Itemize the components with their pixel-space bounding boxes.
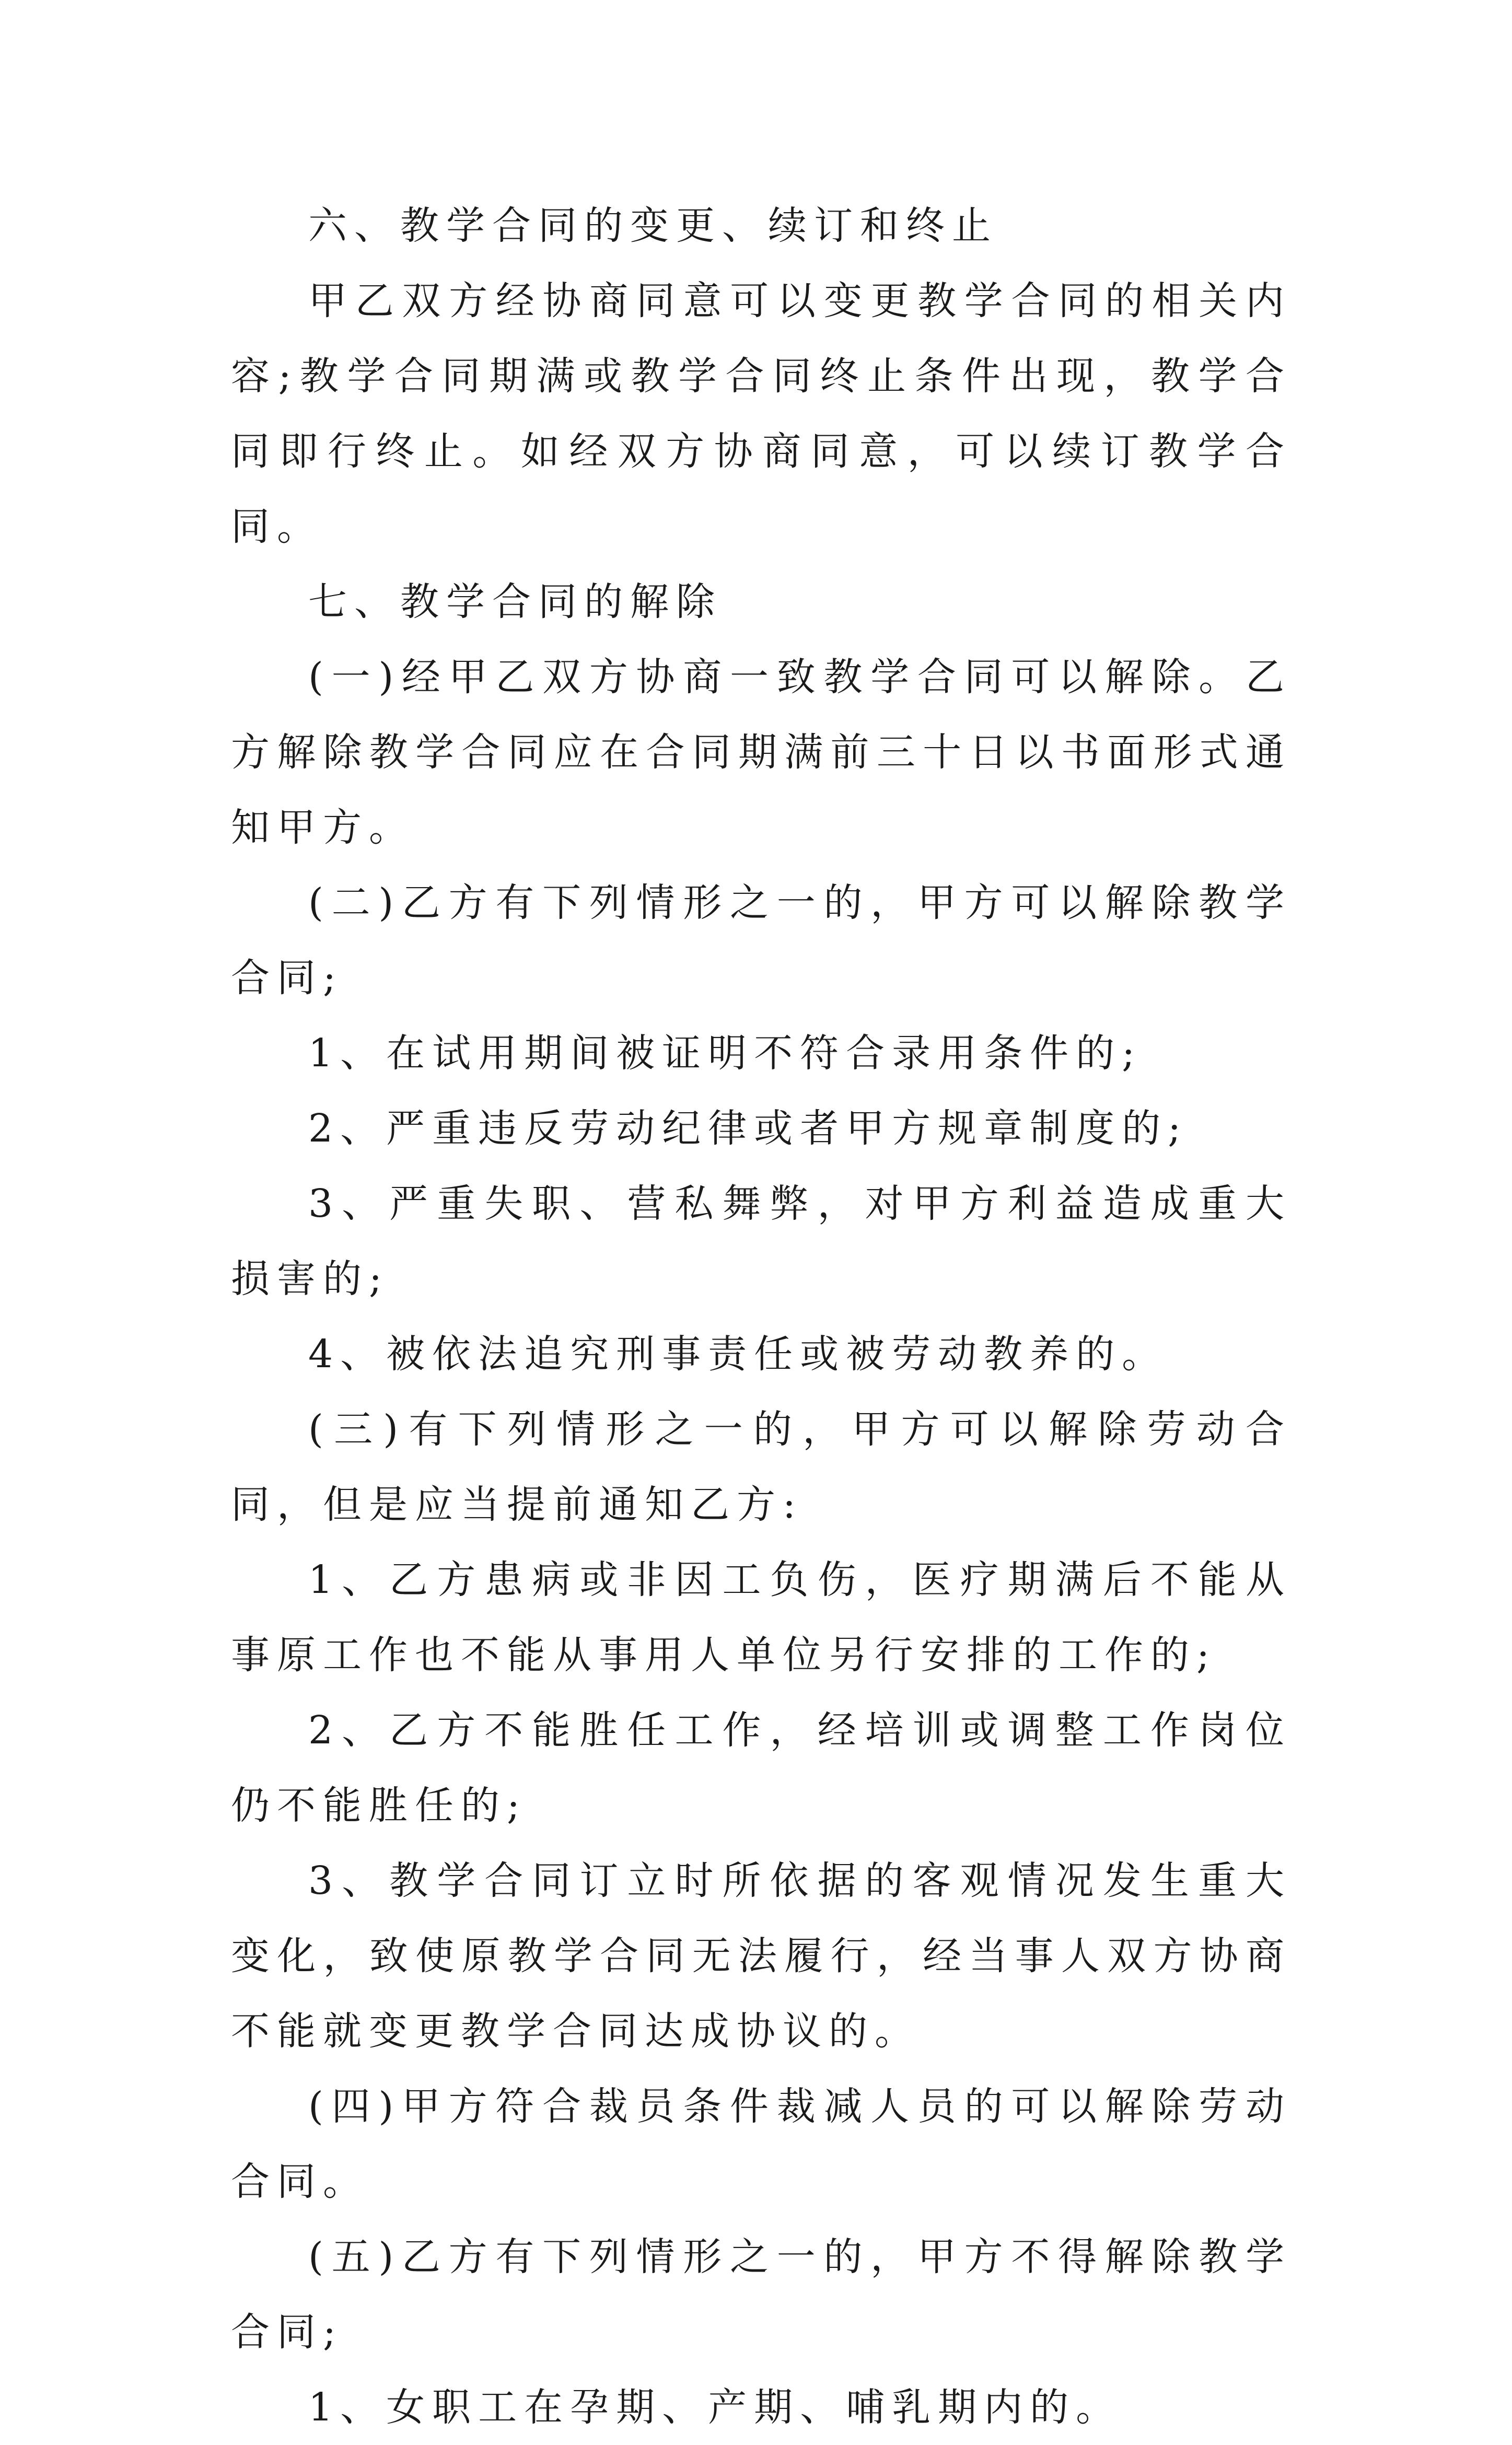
paragraph: 甲乙双方经协商同意可以变更教学合同的相关内容;教学合同期满或教学合同终止条件出现，教学合同即行终止。如经双方协商同意，可以续订教学合同。 [231,278,1292,549]
clause-four: (四)甲方符合裁员条件裁减人员的可以解除劳动合同。 [231,2084,1292,2204]
section-heading-seven: 七、教学合同的解除 [308,579,722,624]
list-item: 1、乙方患病或非因工负伤，医疗期满后不能从事原工作也不能从事用人单位另行安排的工作的; [231,1557,1292,1678]
clause-five: (五)乙方有下列情形之一的，甲方不得解除教学合同; [231,2234,1292,2355]
list-item: 1、在试用期间被证明不符合录用条件的; [308,1031,1143,1076]
section-heading-six: 六、教学合同的变更、续订和终止 [308,203,998,248]
clause-two: (二)乙方有下列情形之一的，甲方可以解除教学合同; [231,880,1292,1000]
clause-three: (三)有下列情形之一的，甲方可以解除劳动合同，但是应当提前通知乙方: [231,1407,1292,1527]
document-body [231,188,1292,2445]
list-item: 1、女职工在孕期、产期、哺乳期内的。 [308,2385,1122,2430]
list-item: 2、严重违反劳动纪律或者甲方规章制度的; [308,1106,1189,1151]
list-item: 4、被依法追究刑事责任或被劳动教养的。 [308,1332,1168,1377]
list-item: 3、严重失职、营私舞弊，对甲方利益造成重大损害的; [231,1181,1292,1301]
list-item: 2、乙方不能胜任工作，经培训或调整工作岗位仍不能胜任的; [231,1708,1292,1828]
clause-one: (一)经甲乙双方协商一致教学合同可以解除。乙方解除教学合同应在合同期满前三十日以书面形式通知甲方。 [231,655,1292,850]
list-item: 3、教学合同订立时所依据的客观情况发生重大变化，致使原教学合同无法履行，经当事人双方协商不能就变更教学合同达成协议的。 [231,1858,1292,2054]
